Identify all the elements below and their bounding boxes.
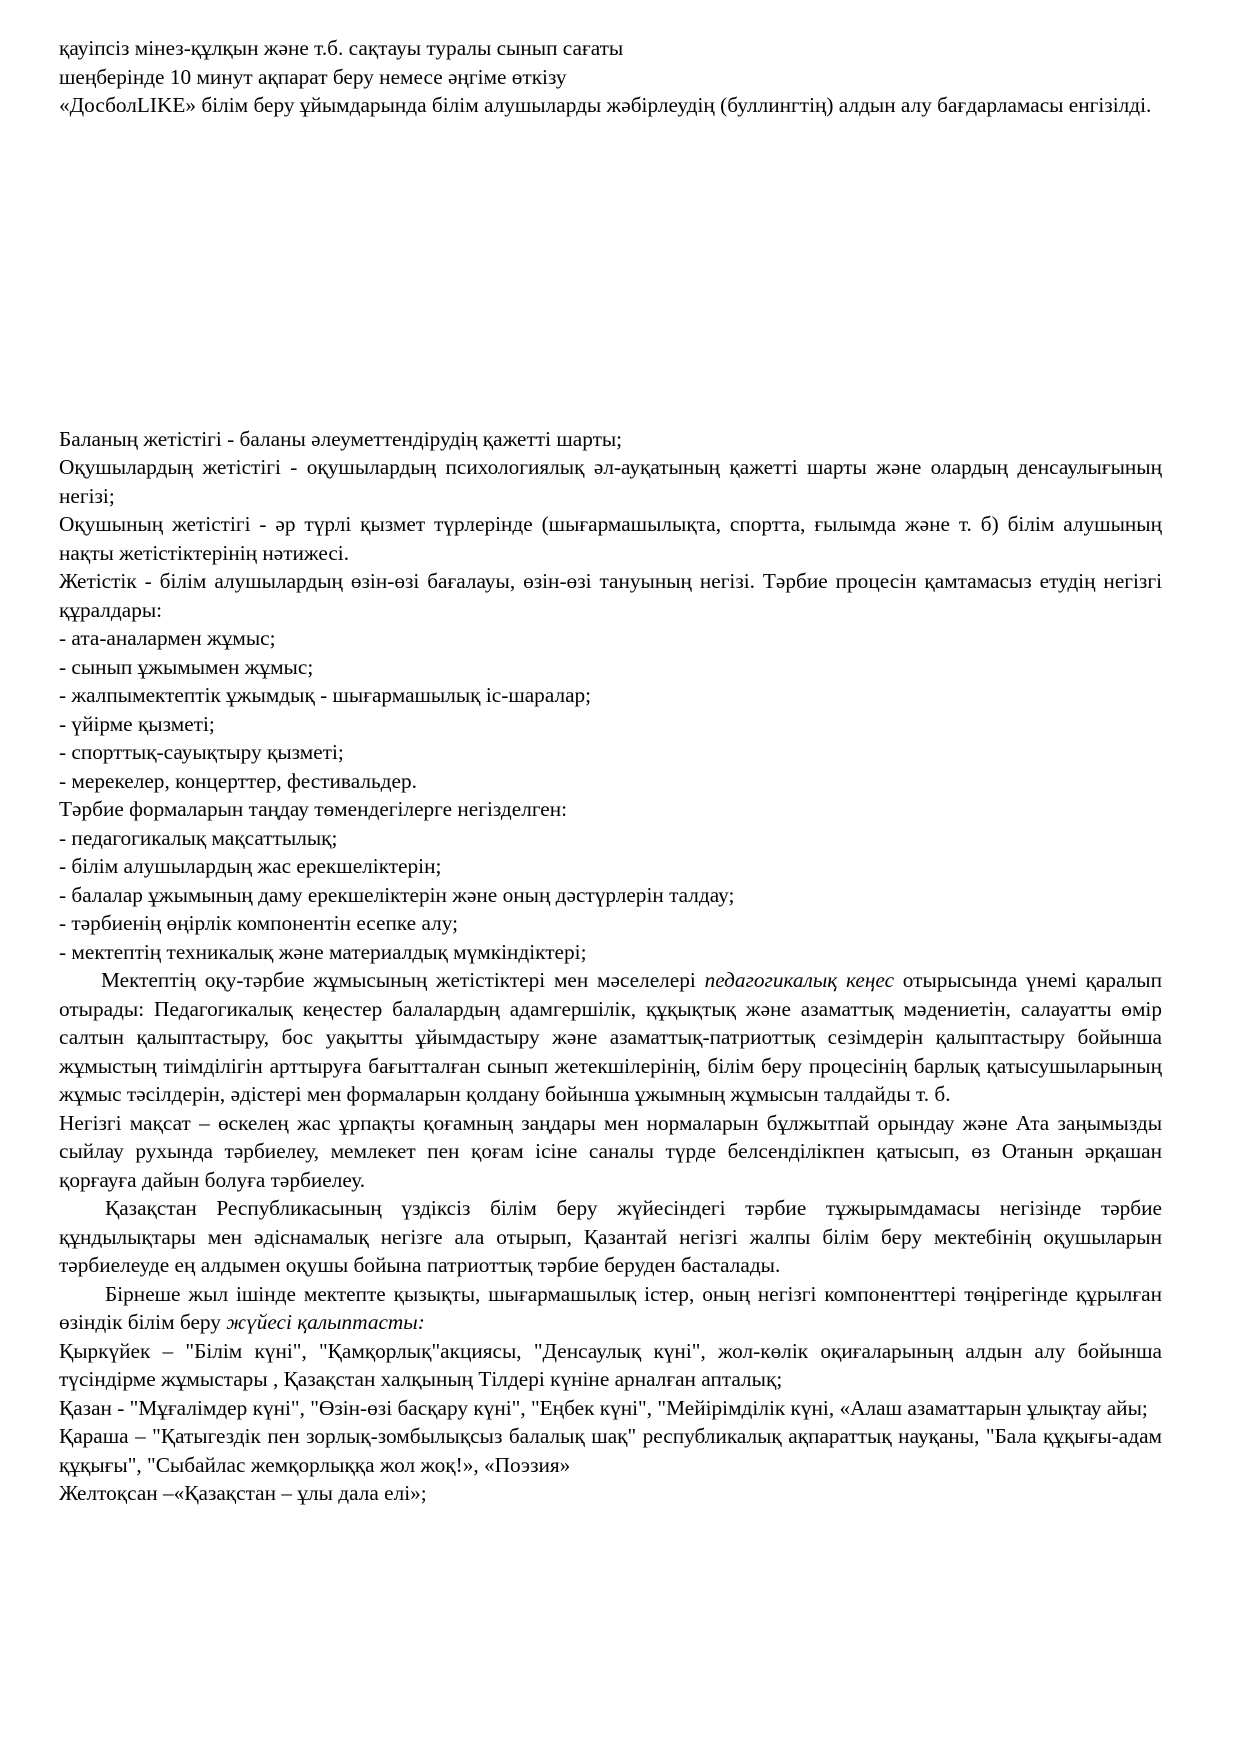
- list-item: - тәрбиенің өңірлік компонентін есепке алу;: [59, 911, 459, 935]
- council-text-b: отырысында үнемі қаралып отырады: Педагогикалық кеңестер балалардың адамгершілік, құқықтық және азаматтық мәдениетін, салауатты өмір салтын қалыптастыру, бос уақытты ұйымдастыру және азаматтық-патриоттық сезімдерін қалыптастыру бойынша жұмыстың тиімділігін арттыруға бағытталған сынып жетекшілерінің, білім беру процесінің барлық қатысушыларының жұмыс тәсілдерін, әдістері мен формаларын қолдану бойынша ұжымның жұмысын талдайды т. б.: [59, 968, 1162, 1106]
- intro-line-2: шеңберінде 10 минут ақпарат беру немесе әңгіме өткізу: [59, 64, 567, 89]
- program-paragraph: «ДосболLIKE» білім беру ұйымдарында білім алушыларды жәбірлеудің (буллингтің) алдын алу бағдарламасы енгізілді.: [59, 93, 1152, 117]
- system-emphasis: жүйесі қалыптасты:: [226, 1310, 425, 1334]
- list-item: - спорттық-сауықтыру қызметі;: [59, 740, 344, 764]
- list-item: - білім алушылардың жас ерекшеліктерін;: [59, 854, 442, 878]
- students-achievement-paragraph: Оқушылардың жетістігі - оқушылардың психологиялық әл-ауқатының қажетті шарты және олардың денсаулығының негізі;: [59, 455, 1162, 508]
- forms-intro: Тәрбие формаларын таңдау төмендегілерге негізделген:: [59, 797, 568, 821]
- blank-space: [59, 120, 1162, 425]
- council-paragraph: [59, 966, 1162, 1109]
- child-achievement-paragraph: Баланың жетістігі - баланы әлеуметтендірудің қажетті шарты;: [59, 426, 623, 451]
- list-item: - балалар ұжымының даму ерекшеліктерін және оның дәстүрлерін талдау;: [59, 882, 735, 907]
- month-september: Қыркүйек – "Білім күні", "Қамқорлық"акциясы, "Денсаулық күні", жол-көлік оқиғаларының алдын алу бойынша түсіндірме жұмыстары , Қазақстан халқының Тілдері күніне арналған апталық;: [59, 1338, 1162, 1391]
- list-item: - мектептің техникалық және материалдық мүмкіндіктері;: [59, 939, 587, 964]
- council-emphasis: педагогикалық кеңес: [704, 968, 895, 992]
- month-october: Қазан - "Мұғалімдер күні", "Өзін-өзі басқару күні", "Еңбек күні", "Мейірімділік күні, «Алаш азаматтарын ұлықтау айы;: [59, 1395, 1148, 1420]
- tools-list: [59, 624, 1162, 795]
- list-item: - сынып ұжымымен жұмыс;: [59, 654, 314, 679]
- list-item: - педагогикалық мақсаттылық;: [59, 825, 338, 850]
- list-item: - мерекелер, концерттер, фестивальдер.: [59, 768, 417, 793]
- month-november: Қараша – "Қатыгездік пен зорлық-зомбылықсыз балалық шақ" республикалық ақпараттық науқаны, "Бала құқығы-адам құқығы", "Сыбайлас жемқорлыққа жол жоқ!», «Поэзия»: [59, 1424, 1162, 1477]
- concept-paragraph: Қазақстан Республикасының үздіксіз білім беру жүйесіндегі тәрбие тұжырымдамасы негізінде тәрбие құндылықтары мен әдіснамалық негізге ала отырып, Қазантай негізгі жалпы білім беру мектебінің оқушыларын тәрбиелеуде ең алдымен оқушы бойына патриоттық тәрбие беруден басталады.: [59, 1196, 1162, 1277]
- list-item: - ата-аналармен жұмыс;: [59, 626, 276, 650]
- council-text-a: Мектептің оқу-тәрбие жұмысының жетістіктері мен мәселелері: [101, 968, 705, 992]
- intro-line-1: қауіпсіз мінез-құлқын және т.б. сақтауы туралы сынып сағаты: [59, 36, 624, 60]
- system-text-a: Бірнеше жыл ішінде мектепте қызықты, шығармашылық істер, оның негізгі компоненттері төңірегінде құрылған өзіндік білім беру: [59, 1281, 1162, 1334]
- forms-list: [59, 824, 1162, 967]
- achievement-definition-paragraph: Жетістік - білім алушылардың өзін-өзі бағалауы, өзін-өзі тануының негізі. Тәрбие процесін қамтамасыз етудің негізгі құралдары:: [59, 569, 1162, 622]
- goal-paragraph: Негізгі мақсат – өскелең жас ұрпақты қоғамның заңдары мен нормаларын бұлжытпай орындау және Ата заңымызды сыйлау рухында тәрбиелеу, мемлекет пен қоғам ісіне саналы түрде белсенділікпен қатысып, өз Отанын әрқашан қорғауға дайын болуға тәрбиелеу.: [59, 1110, 1162, 1192]
- student-achievement-paragraph: Оқушының жетістігі - әр түрлі қызмет түрлерінде (шығармашылықта, спортта, ғылымда және т. б) білім алушының нақты жетістіктерінің нәтижесі.: [59, 512, 1162, 565]
- list-item: - үйірме қызметі;: [59, 711, 215, 736]
- system-paragraph: [59, 1280, 1162, 1337]
- month-december: Желтоқсан –«Қазақстан – ұлы дала елі»;: [59, 1481, 427, 1505]
- list-item: - жалпымектептік ұжымдық - шығармашылық іс-шаралар;: [59, 683, 592, 707]
